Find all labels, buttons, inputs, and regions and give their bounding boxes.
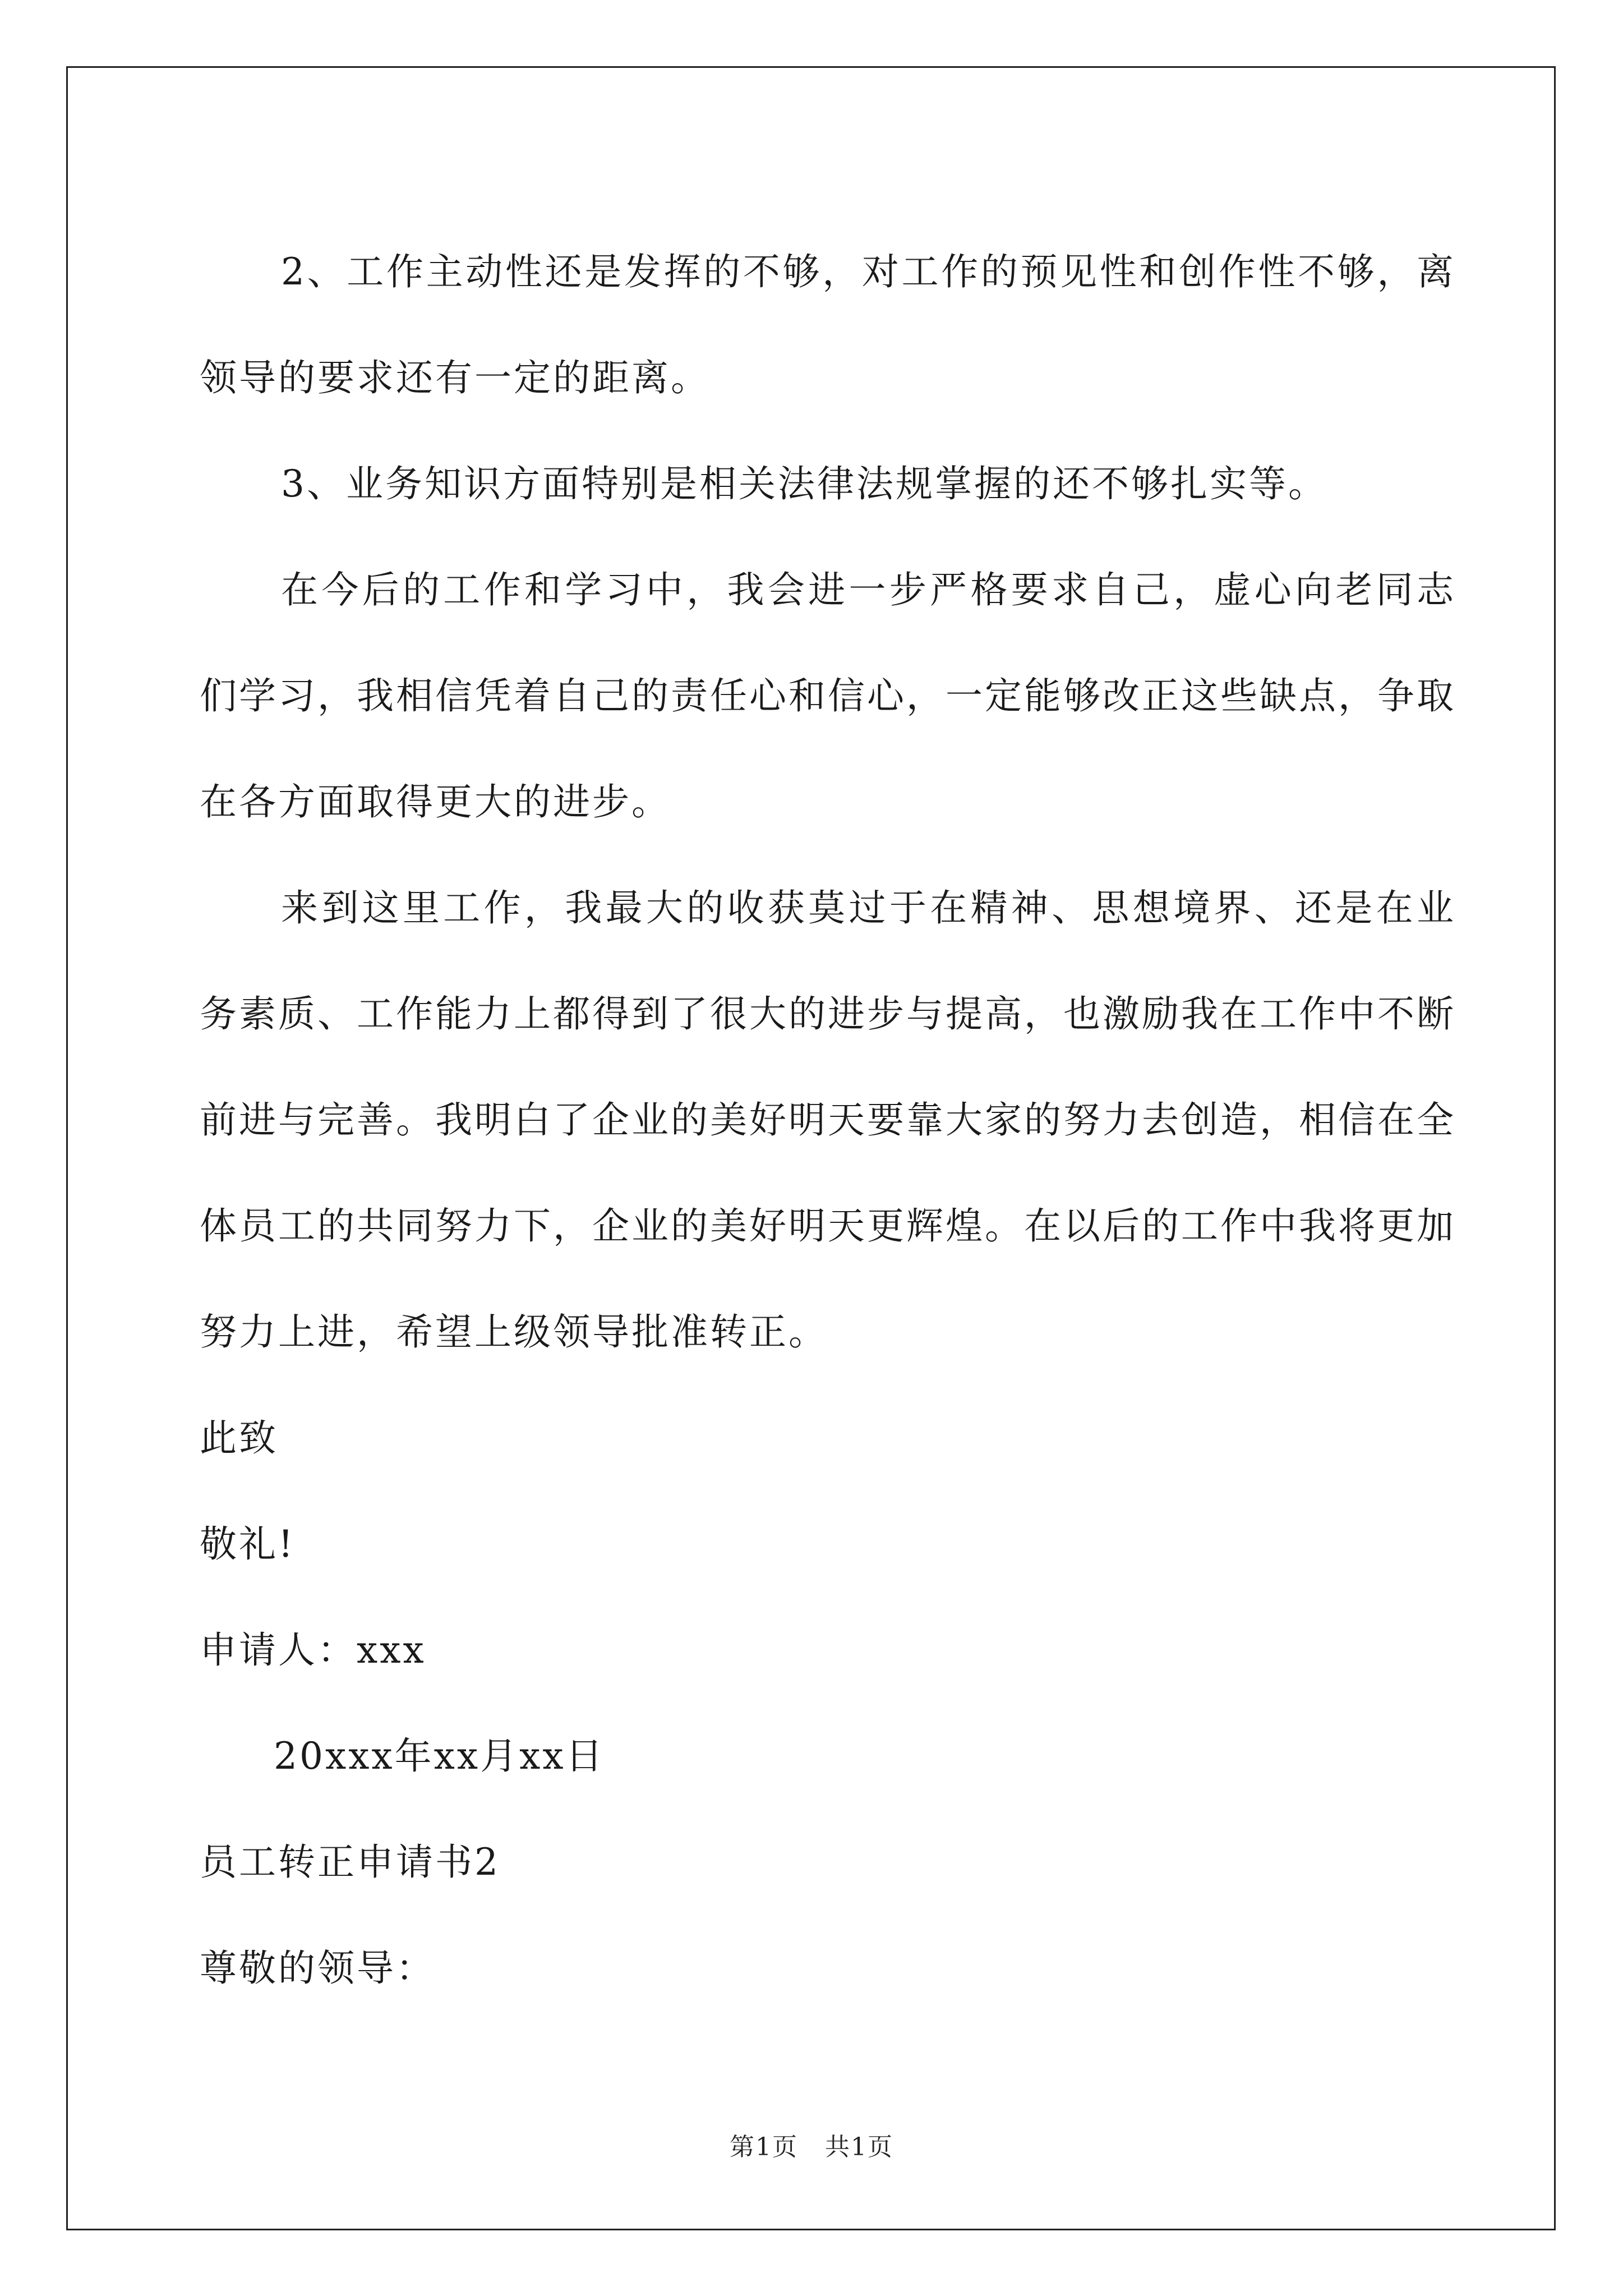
paragraph-work-initiative: 2、工作主动性还是发挥的不够，对工作的预见性和创作性不够，离领导的要求还有一定的距离。 xyxy=(200,250,1456,399)
page-number-footer: 第1页 共1页 xyxy=(730,2133,893,2161)
closing-salutation: 此致 xyxy=(200,1416,278,1460)
second-letter-greeting: 尊敬的领导： xyxy=(200,1947,435,1990)
closing-respect: 敬礼! xyxy=(200,1522,296,1566)
paragraph-future-plans: 在今后的工作和学习中，我会进一步严格要求自己，虚心向老同志们学习，我相信凭着自己的责任心和信心，一定能够改正这些缺点，争取在各方面取得更大的进步。 xyxy=(200,568,1456,823)
document-body xyxy=(200,219,1456,2021)
paragraph-business-knowledge: 3、业务知识方面特别是相关法律法规掌握的还不够扎实等。 xyxy=(281,462,1327,505)
paragraph-gains: 来到这里工作，我最大的收获莫过于在精神、思想境界、还是在业务素质、工作能力上都得到了很大的进步与提高，也激励我在工作中不断前进与完善。我明白了企业的美好明天要靠大家的努力去创造，相信在全体员工的共同努力下，企业的美好明天更辉煌。在以后的工作中我将更加努力上进，希望上级领导批准转正。 xyxy=(200,886,1456,1354)
second-letter-title: 员工转正申请书2 xyxy=(200,1841,500,1884)
date-line: 20xxx年xx月xx日 xyxy=(274,1734,605,1778)
applicant-line: 申请人：xxx xyxy=(200,1628,426,1672)
